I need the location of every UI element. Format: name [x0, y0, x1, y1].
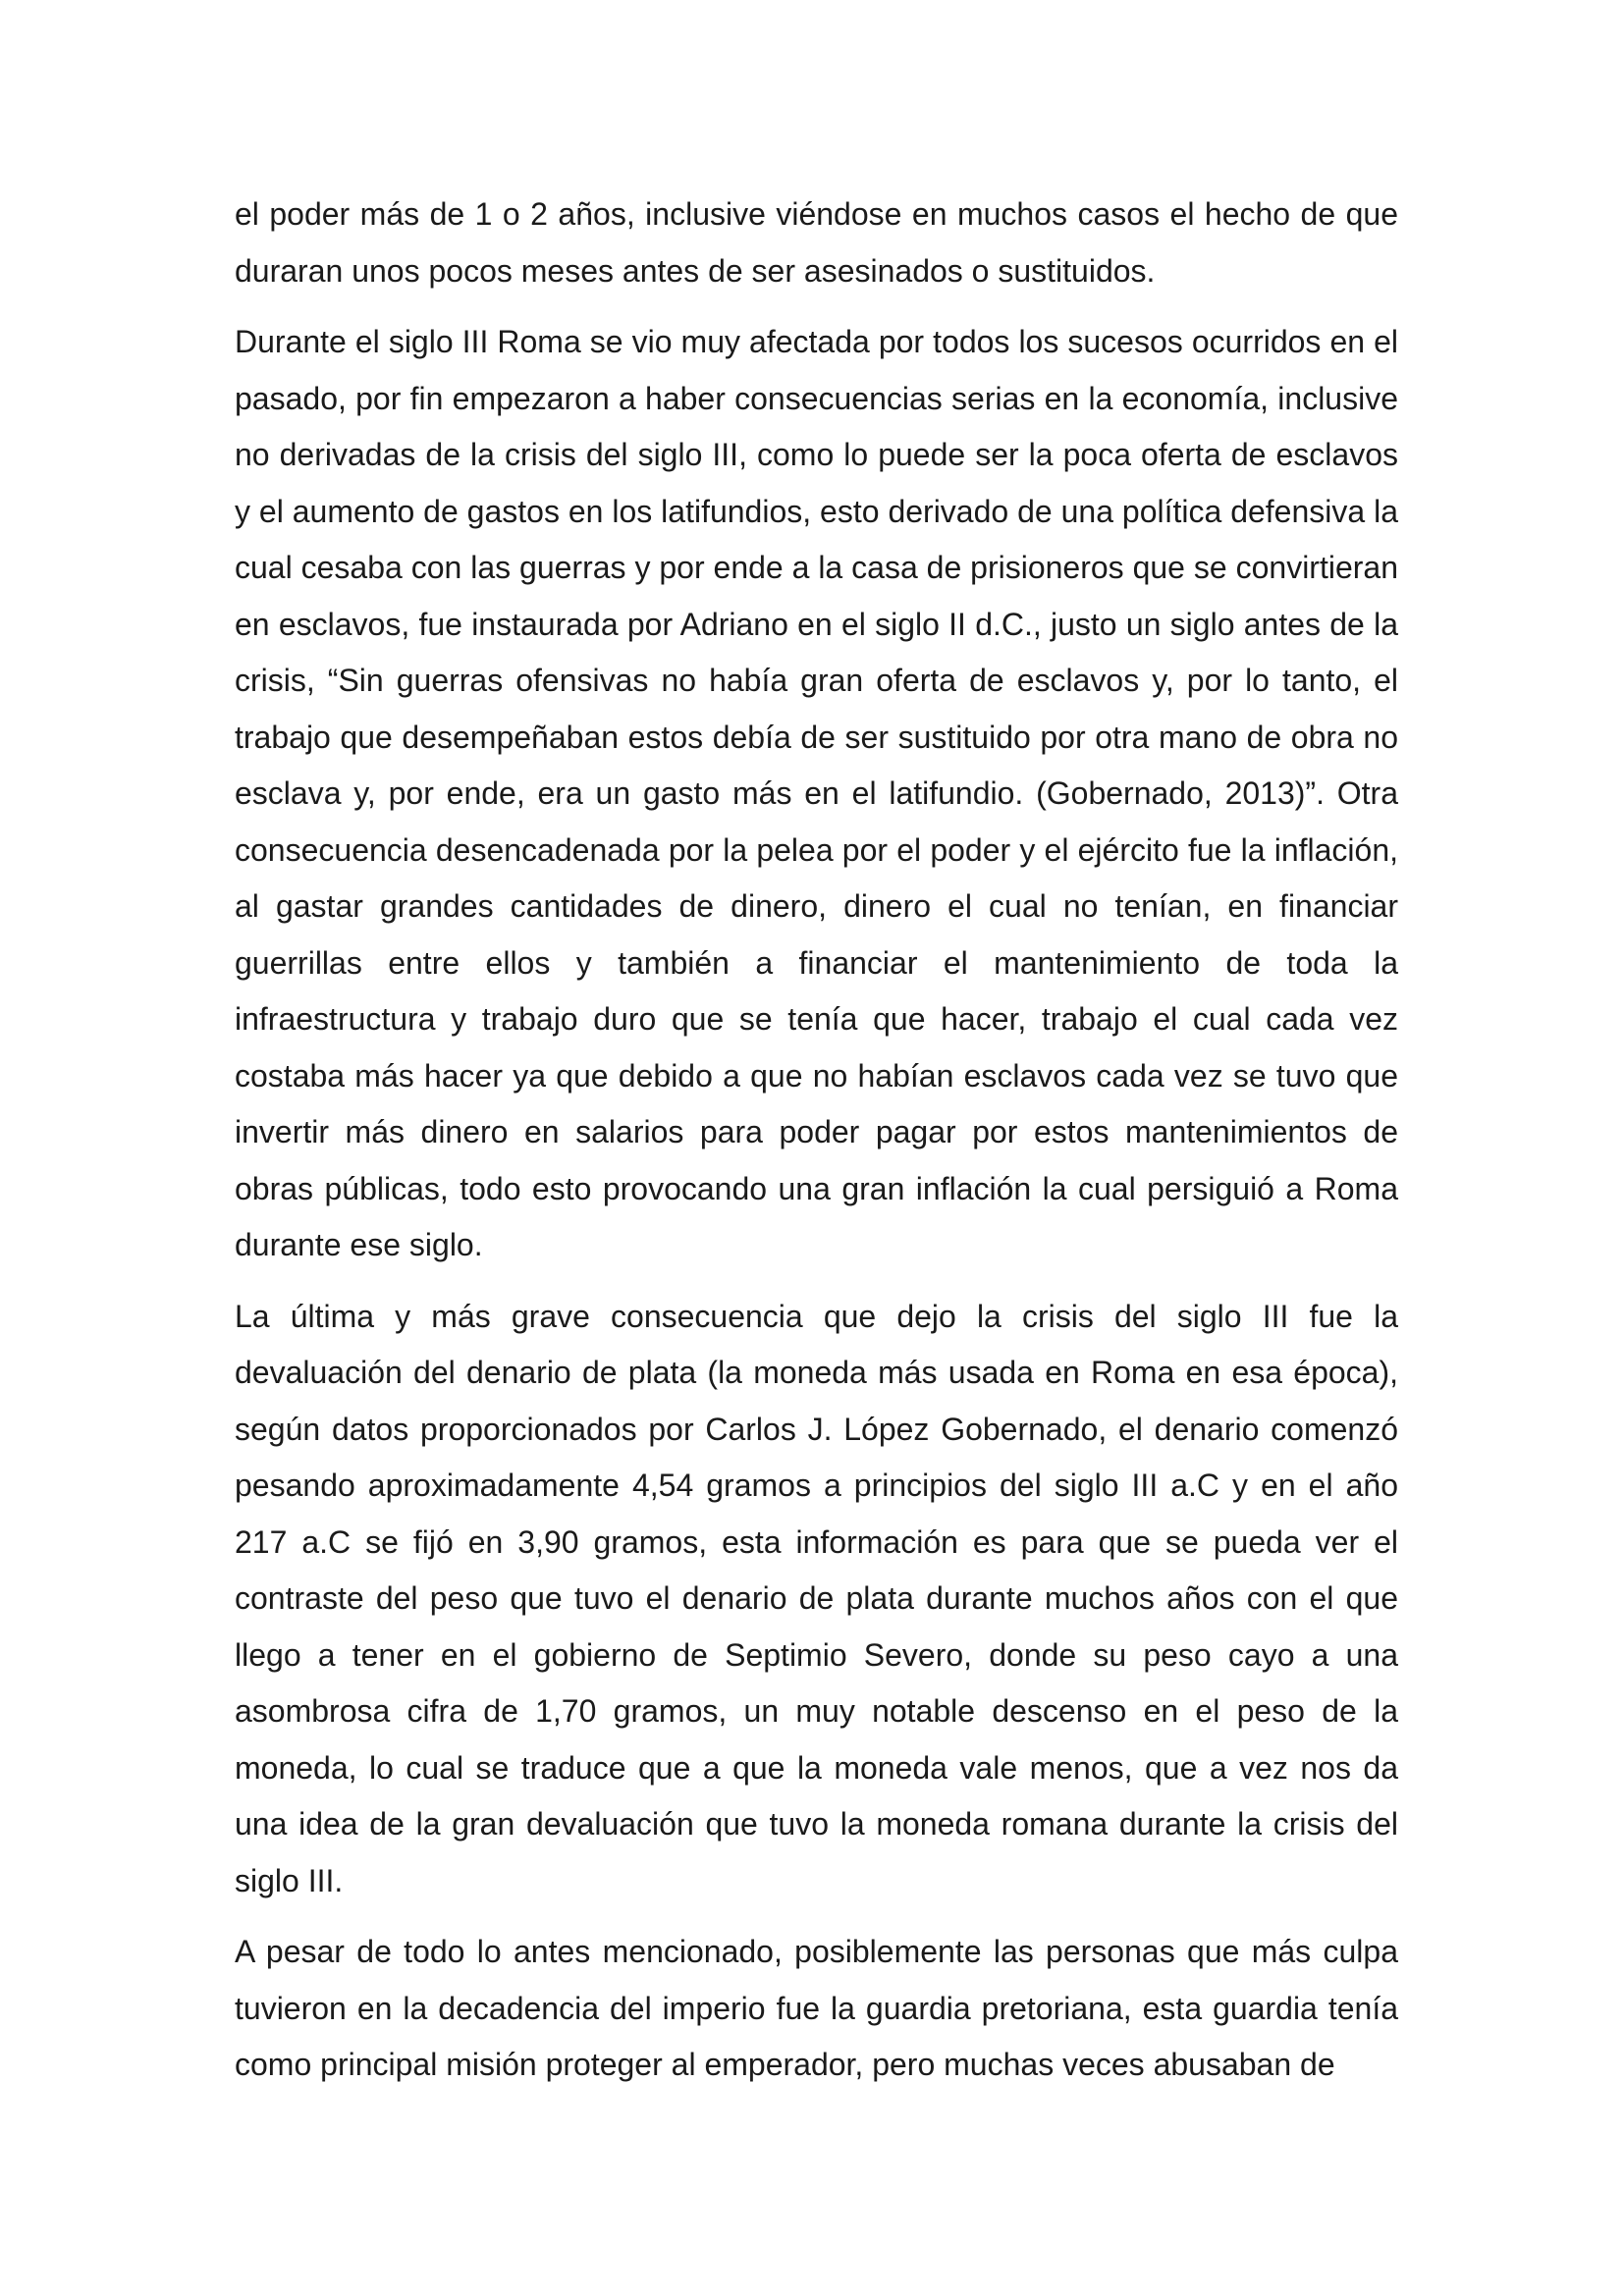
paragraph-3: La última y más grave consecuencia que dejo la crisis del siglo III fue la devaluación del denario de plata (la moneda más usada en Roma en esa época), según datos proporcionados por Carlos J. López Gobernado, el denario comenzó pesando aproximadamente 4,54 gramos a principios del siglo III a.C y en el año 217 a.C se fijó en 3,90 gramos, esta información es para que se pueda ver el contraste del peso que tuvo el denario de plata durante muchos años con el que llego a tener en el gobierno de Septimio Severo, donde su peso cayo a una asombrosa cifra de 1,70 gramos, un muy notable descenso en el peso de la moneda, lo cual se traduce que a que la moneda vale menos, que a vez nos da una idea de la gran devaluación que tuvo la moneda romana durante la crisis del siglo III.: [235, 1298, 1398, 1898]
paragraph-4: A pesar de todo lo antes mencionado, posiblemente las personas que más culpa tuvieron en la decadencia del imperio fue la guardia pretoriana, esta guardia tenía como principal misión proteger al emperador, pero muchas veces abusaban de: [235, 1934, 1398, 2082]
paragraph-2: Durante el siglo III Roma se vio muy afectada por todos los sucesos ocurridos en el pasado, por fin empezaron a haber consecuencias serias en la economía, inclusive no derivadas de la crisis del siglo III, como lo puede ser la poca oferta de esclavos y el aumento de gastos en los latifundios, esto derivado de una política defensiva la cual cesaba con las guerras y por ende a la casa de prisioneros que se convirtieran en esclavos, fue instaurada por Adriano en el siglo II d.C., justo un siglo antes de la crisis, “Sin guerras ofensivas no había gran oferta de esclavos y, por lo tanto, el trabajo que desempeñaban estos debía de ser sustituido por otra mano de obra no esclava y, por ende, era un gasto más en el latifundio. (Gobernado, 2013)”. Otra consecuencia desencadenada por la pelea por el poder y el ejército fue la inflación, al gastar grandes cantidades de dinero, dinero el cual no tenían, en financiar guerrillas entre ellos y también a financiar el mantenimiento de toda la infraestructura y trabajo duro que se tenía que hacer, trabajo el cual cada vez costaba más hacer ya que debido a que no habían esclavos cada vez se tuvo que invertir más dinero en salarios para poder pagar por estos mantenimientos de obras públicas, todo esto provocando una gran inflación la cual persiguió a Roma durante ese siglo.: [235, 324, 1398, 1262]
body-text: [235, 187, 1398, 2109]
paragraph-1: el poder más de 1 o 2 años, inclusive viéndose en muchos casos el hecho de que duraran unos pocos meses antes de ser asesinados o sustituidos.: [235, 196, 1398, 289]
